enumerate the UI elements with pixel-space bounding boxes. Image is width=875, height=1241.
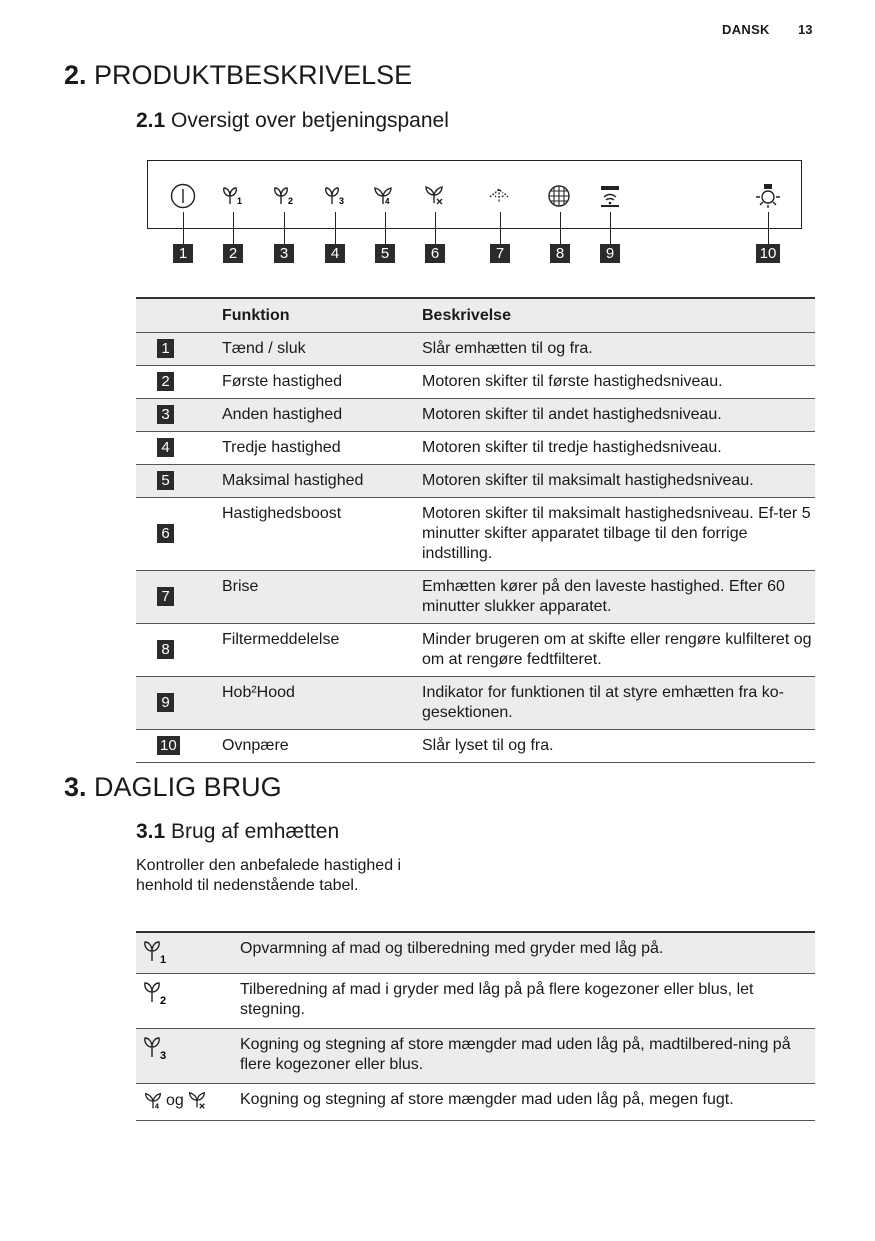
icon-connector-text: og bbox=[166, 1092, 184, 1109]
speed-description: Kogning og stegning af store mængder mad uden låg på, madtilbered-ning på flere kogezoner eller blus. bbox=[240, 1029, 815, 1084]
row-number-badge: 10 bbox=[157, 736, 180, 755]
panel-badge-7: 7 bbox=[490, 244, 510, 263]
description-cell: Indikator for funktionen til at styre emhætten fra ko-gesektionen. bbox=[422, 677, 815, 730]
fan-speed-4-and-boost-icons bbox=[136, 1084, 240, 1121]
panel-badge-1: 1 bbox=[173, 244, 193, 263]
fan-speed-3-icon bbox=[322, 183, 348, 209]
description-cell: Motoren skifter til maksimalt hastighedsniveau. bbox=[422, 465, 815, 498]
callout-line bbox=[385, 212, 386, 244]
subsection-title: Brug af emhætten bbox=[171, 820, 340, 843]
subsection-title: Oversigt over betjeningspanel bbox=[171, 109, 449, 132]
function-cell: Tredje hastighed bbox=[222, 432, 422, 465]
row-number-badge: 8 bbox=[157, 640, 174, 659]
table-row bbox=[136, 366, 815, 399]
fan-speed-2-icon bbox=[136, 974, 240, 1029]
header-num-cell bbox=[136, 298, 222, 333]
table-row bbox=[136, 932, 815, 974]
intro-paragraph bbox=[136, 856, 401, 896]
callout-line bbox=[284, 212, 285, 244]
table-row bbox=[136, 1029, 815, 1084]
description-cell: Slår emhætten til og fra. bbox=[422, 333, 815, 366]
row-number-badge: 1 bbox=[157, 339, 174, 358]
section-number: 3. bbox=[64, 772, 87, 802]
table-row bbox=[136, 465, 815, 498]
function-cell: Filtermeddelelse bbox=[222, 624, 422, 677]
filter-icon bbox=[546, 183, 572, 209]
callout-line bbox=[233, 212, 234, 244]
header-function: Funktion bbox=[222, 298, 422, 333]
callout-line bbox=[335, 212, 336, 244]
intro-line-1: Kontroller den anbefalede hastighed i bbox=[136, 857, 402, 874]
table-row bbox=[136, 399, 815, 432]
row-number-badge: 5 bbox=[157, 471, 174, 490]
fan-boost-icon bbox=[421, 183, 447, 209]
panel-badge-2: 2 bbox=[223, 244, 243, 263]
table-row bbox=[136, 677, 815, 730]
description-cell: Motoren skifter til tredje hastighedsniveau. bbox=[422, 432, 815, 465]
breeze-icon bbox=[486, 183, 512, 209]
function-cell: Ovnpære bbox=[222, 730, 422, 763]
panel-badge-3: 3 bbox=[274, 244, 294, 263]
power-icon bbox=[169, 183, 197, 209]
fan-boost-icon bbox=[186, 1092, 208, 1109]
fan-speed-2-icon bbox=[271, 183, 297, 209]
table-row bbox=[136, 1084, 815, 1121]
subsection-heading-2-1 bbox=[136, 108, 449, 134]
svg-text:2: 2 bbox=[288, 196, 294, 206]
fan-speed-3-icon bbox=[136, 1029, 240, 1084]
fan-speed-4-icon bbox=[370, 183, 396, 209]
table-row bbox=[136, 333, 815, 366]
section-title: PRODUKTBESKRIVELSE bbox=[94, 60, 413, 90]
header-language: DANSK bbox=[722, 22, 770, 37]
callout-line bbox=[610, 212, 611, 244]
panel-badge-5: 5 bbox=[375, 244, 395, 263]
hob2hood-icon bbox=[597, 183, 623, 209]
panel-badge-4: 4 bbox=[325, 244, 345, 263]
svg-text:4: 4 bbox=[385, 197, 390, 206]
table-row bbox=[136, 624, 815, 677]
row-number-badge: 2 bbox=[157, 372, 174, 391]
svg-text:1: 1 bbox=[160, 954, 167, 965]
description-cell: Motoren skifter til første hastighedsniveau. bbox=[422, 366, 815, 399]
table-row bbox=[136, 571, 815, 624]
function-cell: Anden hastighed bbox=[222, 399, 422, 432]
description-cell: Slår lyset til og fra. bbox=[422, 730, 815, 763]
subsection-number: 3.1 bbox=[136, 820, 166, 843]
row-number-badge: 4 bbox=[157, 438, 174, 457]
function-cell: Hastighedsboost bbox=[222, 498, 422, 571]
light-icon bbox=[754, 183, 782, 209]
page-number: 13 bbox=[798, 22, 813, 37]
description-cell: Motoren skifter til maksimalt hastighedsniveau. Ef-ter 5 minutter skifter apparatet tilbage til den forrige indstilling. bbox=[422, 498, 815, 571]
section-title: DAGLIG BRUG bbox=[94, 772, 282, 802]
fan-speed-1-icon bbox=[136, 932, 240, 974]
fan-speed-1-icon bbox=[220, 183, 246, 209]
function-cell: Maksimal hastighed bbox=[222, 465, 422, 498]
speed-description: Kogning og stegning af store mængder mad uden låg på, megen fugt. bbox=[240, 1084, 815, 1121]
row-number-badge: 3 bbox=[157, 405, 174, 424]
callout-line bbox=[183, 212, 184, 244]
description-cell: Minder brugeren om at skifte eller rengøre kulfilteret og om at rengøre fedtfilteret. bbox=[422, 624, 815, 677]
svg-text:3: 3 bbox=[160, 1050, 167, 1061]
row-number-badge: 9 bbox=[157, 693, 174, 712]
function-table bbox=[136, 297, 815, 763]
description-cell: Emhætten kører på den laveste hastighed. Efter 60 minutter slukker apparatet. bbox=[422, 571, 815, 624]
subsection-heading-3-1 bbox=[136, 819, 339, 845]
function-cell: Hob²Hood bbox=[222, 677, 422, 730]
panel-badge-9: 9 bbox=[600, 244, 620, 263]
intro-line-2: henhold til nedenstående tabel. bbox=[136, 877, 359, 894]
subsection-number: 2.1 bbox=[136, 109, 166, 132]
svg-text:2: 2 bbox=[160, 995, 167, 1006]
section-heading-2 bbox=[64, 59, 412, 91]
section-number: 2. bbox=[64, 60, 87, 90]
panel-badge-10: 10 bbox=[756, 244, 780, 263]
svg-text:3: 3 bbox=[339, 196, 345, 206]
function-cell: Første hastighed bbox=[222, 366, 422, 399]
callout-line bbox=[500, 212, 501, 244]
header-description: Beskrivelse bbox=[422, 298, 815, 333]
function-cell: Tænd / sluk bbox=[222, 333, 422, 366]
panel-badge-6: 6 bbox=[425, 244, 445, 263]
table-row bbox=[136, 730, 815, 763]
svg-text:4: 4 bbox=[154, 1101, 159, 1111]
speed-recommendation-table bbox=[136, 931, 815, 1121]
description-cell: Motoren skifter til andet hastighedsniveau. bbox=[422, 399, 815, 432]
svg-text:1: 1 bbox=[237, 196, 243, 206]
panel-badge-8: 8 bbox=[550, 244, 570, 263]
table-header-row bbox=[136, 298, 815, 333]
callout-line bbox=[560, 212, 561, 244]
row-number-badge: 7 bbox=[157, 587, 174, 606]
row-number-badge: 6 bbox=[157, 524, 174, 543]
callout-line bbox=[435, 212, 436, 244]
table-row bbox=[136, 432, 815, 465]
fan-speed-4-icon bbox=[142, 1092, 164, 1109]
speed-description: Tilberedning af mad i gryder med låg på på flere kogezoner eller blus, let stegning. bbox=[240, 974, 815, 1029]
table-row bbox=[136, 974, 815, 1029]
table-row bbox=[136, 498, 815, 571]
section-heading-3 bbox=[64, 771, 282, 803]
callout-line bbox=[768, 212, 769, 244]
function-cell: Brise bbox=[222, 571, 422, 624]
speed-description: Opvarmning af mad og tilberedning med gryder med låg på. bbox=[240, 932, 815, 974]
